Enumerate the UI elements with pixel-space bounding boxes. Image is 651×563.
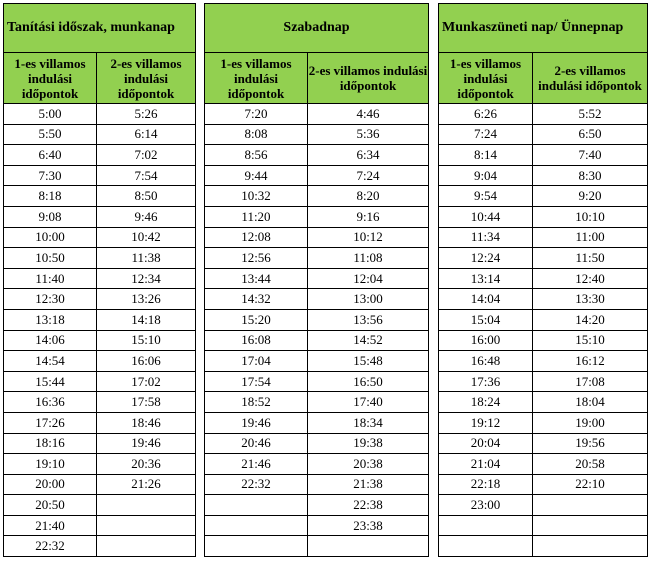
departure-time-cell: 16:50 [308, 371, 429, 392]
departure-time-cell: 6:40 [4, 145, 97, 166]
departure-time-cell: 22:38 [308, 495, 429, 516]
departure-time-cell: 6:14 [97, 124, 196, 145]
table-row [205, 495, 429, 516]
departure-time-cell: 11:40 [4, 268, 97, 289]
departure-time-cell: 11:08 [308, 248, 429, 269]
departure-time-cell: 5:00 [4, 104, 97, 125]
departure-time-cell: 21:46 [205, 454, 308, 475]
table-row [439, 412, 648, 433]
table-row [439, 124, 648, 145]
table-row [4, 309, 196, 330]
departure-time-cell: 13:30 [533, 289, 648, 310]
departure-time-cell: 9:08 [4, 206, 97, 227]
table-row [439, 165, 648, 186]
departure-time-cell: 18:16 [4, 433, 97, 454]
departure-time-cell: 20:38 [308, 454, 429, 475]
departure-time-cell: 13:44 [205, 268, 308, 289]
departure-time-cell: 17:26 [4, 412, 97, 433]
departure-time-cell: 18:04 [533, 392, 648, 413]
departure-time-cell: 15:10 [533, 330, 648, 351]
table-row [205, 351, 429, 372]
departure-time-cell: 8:18 [4, 186, 97, 207]
departure-time-cell: 13:18 [4, 309, 97, 330]
departure-time-cell: 20:58 [533, 454, 648, 475]
table-row [439, 495, 648, 516]
departure-time-cell: 9:20 [533, 186, 648, 207]
table-row [205, 124, 429, 145]
departure-time-cell: 6:26 [439, 104, 533, 125]
table-row [439, 227, 648, 248]
table-title: Szabadnap [205, 4, 429, 53]
departure-time-cell [205, 495, 308, 516]
table-row [4, 371, 196, 392]
table-row [4, 268, 196, 289]
departure-time-cell: 14:18 [97, 309, 196, 330]
departure-time-cell: 17:40 [308, 392, 429, 413]
departure-time-cell: 15:10 [97, 330, 196, 351]
departure-time-cell: 20:50 [4, 495, 97, 516]
table-row [4, 289, 196, 310]
table-row [205, 165, 429, 186]
departure-time-cell: 11:50 [533, 248, 648, 269]
table-row [439, 289, 648, 310]
table-row [439, 309, 648, 330]
departure-time-cell: 10:44 [439, 206, 533, 227]
departure-time-cell: 18:52 [205, 392, 308, 413]
table-row [439, 104, 648, 125]
departure-time-cell: 12:08 [205, 227, 308, 248]
table-row [439, 474, 648, 495]
departure-time-cell: 16:00 [439, 330, 533, 351]
departure-time-cell: 12:40 [533, 268, 648, 289]
departure-time-cell: 22:32 [205, 474, 308, 495]
departure-time-cell [533, 515, 648, 536]
departure-time-cell: 16:48 [439, 351, 533, 372]
departure-time-cell [205, 536, 308, 557]
table-row [439, 515, 648, 536]
departure-time-cell: 7:54 [97, 165, 196, 186]
table-row [4, 330, 196, 351]
departure-time-cell: 6:50 [533, 124, 648, 145]
departure-time-cell: 17:58 [97, 392, 196, 413]
table-row [439, 392, 648, 413]
departure-time-cell [533, 536, 648, 557]
table-row [205, 412, 429, 433]
departure-time-cell: 5:26 [97, 104, 196, 125]
table-row [439, 268, 648, 289]
table-row [4, 186, 196, 207]
departure-time-cell: 10:12 [308, 227, 429, 248]
table-row [205, 104, 429, 125]
departure-time-cell: 9:54 [439, 186, 533, 207]
table-row [4, 104, 196, 125]
table-row [439, 371, 648, 392]
departure-time-cell: 7:02 [97, 145, 196, 166]
column-header-1: 1-es villamos indulási időpontok [205, 53, 308, 104]
departure-time-cell: 15:44 [4, 371, 97, 392]
departure-time-cell: 18:34 [308, 412, 429, 433]
departure-time-cell [97, 515, 196, 536]
table-row [439, 145, 648, 166]
departure-time-cell [439, 536, 533, 557]
departure-time-cell: 14:52 [308, 330, 429, 351]
departure-time-cell: 9:16 [308, 206, 429, 227]
departure-time-cell: 14:06 [4, 330, 97, 351]
table-row [205, 227, 429, 248]
table-row [4, 433, 196, 454]
table-row [4, 227, 196, 248]
table-row [205, 206, 429, 227]
departure-time-cell: 23:00 [439, 495, 533, 516]
table-row [439, 454, 648, 475]
departure-time-cell: 5:52 [533, 104, 648, 125]
departure-time-cell: 6:34 [308, 145, 429, 166]
timetable-workday [3, 3, 196, 557]
column-header-2: 2-es villamos indulási időpontok [308, 53, 429, 104]
departure-time-cell: 10:32 [205, 186, 308, 207]
departure-time-cell: 19:56 [533, 433, 648, 454]
departure-time-cell: 12:04 [308, 268, 429, 289]
departure-time-cell: 11:00 [533, 227, 648, 248]
departure-time-cell: 16:12 [533, 351, 648, 372]
table-row [205, 474, 429, 495]
departure-time-cell: 7:20 [205, 104, 308, 125]
departure-time-cell: 17:54 [205, 371, 308, 392]
departure-time-cell: 8:14 [439, 145, 533, 166]
departure-time-cell: 9:04 [439, 165, 533, 186]
departure-time-cell: 13:14 [439, 268, 533, 289]
departure-time-cell: 7:24 [439, 124, 533, 145]
departure-time-cell: 19:46 [205, 412, 308, 433]
departure-time-cell: 11:20 [205, 206, 308, 227]
departure-time-cell: 12:30 [4, 289, 97, 310]
departure-time-cell: 18:24 [439, 392, 533, 413]
departure-time-cell: 13:00 [308, 289, 429, 310]
departure-time-cell: 20:00 [4, 474, 97, 495]
table-row [4, 145, 196, 166]
column-header-1: 1-es villamos indulási időpontok [4, 53, 97, 104]
table-row [205, 289, 429, 310]
departure-time-cell: 9:44 [205, 165, 308, 186]
departure-time-cell: 14:04 [439, 289, 533, 310]
departure-time-cell: 22:10 [533, 474, 648, 495]
timetable-saturday [204, 3, 429, 557]
departure-time-cell: 22:32 [4, 536, 97, 557]
table-row [4, 536, 196, 557]
departure-time-cell: 13:26 [97, 289, 196, 310]
table-row [439, 206, 648, 227]
table-row [439, 433, 648, 454]
departure-time-cell: 15:20 [205, 309, 308, 330]
column-header-2: 2-es villamos indulási időpontok [533, 53, 648, 104]
departure-time-cell: 17:08 [533, 371, 648, 392]
departure-time-cell: 21:26 [97, 474, 196, 495]
table-row [4, 165, 196, 186]
departure-time-cell: 20:36 [97, 454, 196, 475]
departure-time-cell: 10:10 [533, 206, 648, 227]
departure-time-cell: 12:34 [97, 268, 196, 289]
departure-time-cell: 10:42 [97, 227, 196, 248]
departure-time-cell: 16:06 [97, 351, 196, 372]
table-row [4, 515, 196, 536]
departure-time-cell: 14:32 [205, 289, 308, 310]
departure-time-cell [205, 515, 308, 536]
table-row [4, 206, 196, 227]
departure-time-cell: 4:46 [308, 104, 429, 125]
table-row [205, 186, 429, 207]
table-row [205, 309, 429, 330]
departure-time-cell: 7:30 [4, 165, 97, 186]
table-row [4, 124, 196, 145]
departure-time-cell: 10:50 [4, 248, 97, 269]
departure-time-cell: 20:46 [205, 433, 308, 454]
table-row [439, 351, 648, 372]
departure-time-cell: 12:24 [439, 248, 533, 269]
departure-time-cell: 8:20 [308, 186, 429, 207]
departure-time-cell: 13:56 [308, 309, 429, 330]
table-row [205, 515, 429, 536]
table-row [4, 454, 196, 475]
departure-time-cell: 12:56 [205, 248, 308, 269]
departure-time-cell: 19:10 [4, 454, 97, 475]
departure-time-cell: 8:08 [205, 124, 308, 145]
table-row [205, 536, 429, 557]
departure-time-cell: 17:04 [205, 351, 308, 372]
column-header-1: 1-es villamos indulási időpontok [439, 53, 533, 104]
table-row [205, 145, 429, 166]
departure-time-cell: 17:36 [439, 371, 533, 392]
departure-time-cell: 19:12 [439, 412, 533, 433]
departure-time-cell: 11:34 [439, 227, 533, 248]
departure-time-cell: 11:38 [97, 248, 196, 269]
departure-time-cell: 17:02 [97, 371, 196, 392]
table-row [205, 433, 429, 454]
departure-time-cell: 21:04 [439, 454, 533, 475]
table-row [205, 371, 429, 392]
departure-time-cell [97, 536, 196, 557]
table-row [205, 268, 429, 289]
departure-time-cell: 8:56 [205, 145, 308, 166]
table-row [205, 454, 429, 475]
departure-time-cell: 14:20 [533, 309, 648, 330]
departure-time-cell: 19:00 [533, 412, 648, 433]
table-row [4, 412, 196, 433]
departure-time-cell: 8:30 [533, 165, 648, 186]
table-row [4, 495, 196, 516]
departure-time-cell: 15:48 [308, 351, 429, 372]
table-row [205, 392, 429, 413]
table-row [4, 392, 196, 413]
departure-time-cell: 22:18 [439, 474, 533, 495]
departure-time-cell: 21:40 [4, 515, 97, 536]
departure-time-cell: 9:46 [97, 206, 196, 227]
table-row [439, 330, 648, 351]
departure-time-cell: 7:24 [308, 165, 429, 186]
departure-time-cell [533, 495, 648, 516]
table-row [439, 248, 648, 269]
departure-time-cell: 19:38 [308, 433, 429, 454]
table-row [4, 351, 196, 372]
table-row [4, 474, 196, 495]
table-row [205, 248, 429, 269]
departure-time-cell: 20:04 [439, 433, 533, 454]
departure-time-cell: 19:46 [97, 433, 196, 454]
departure-time-cell [308, 536, 429, 557]
departure-time-cell: 16:08 [205, 330, 308, 351]
departure-time-cell: 5:50 [4, 124, 97, 145]
table-row [4, 248, 196, 269]
departure-time-cell: 18:46 [97, 412, 196, 433]
departure-time-cell: 5:36 [308, 124, 429, 145]
departure-time-cell: 16:36 [4, 392, 97, 413]
departure-time-cell [439, 515, 533, 536]
departure-time-cell: 14:54 [4, 351, 97, 372]
column-header-2: 2-es villamos indulási időpontok [97, 53, 196, 104]
table-title: Tanítási időszak, munkanap [4, 4, 196, 53]
table-row [439, 536, 648, 557]
table-row [205, 330, 429, 351]
departure-time-cell: 8:50 [97, 186, 196, 207]
departure-time-cell [97, 495, 196, 516]
departure-time-cell: 10:00 [4, 227, 97, 248]
departure-time-cell: 21:38 [308, 474, 429, 495]
table-title: Munkaszüneti nap/ Ünnepnap [439, 4, 648, 53]
table-row [439, 186, 648, 207]
timetable-holiday [438, 3, 648, 557]
departure-time-cell: 23:38 [308, 515, 429, 536]
departure-time-cell: 15:04 [439, 309, 533, 330]
departure-time-cell: 7:40 [533, 145, 648, 166]
